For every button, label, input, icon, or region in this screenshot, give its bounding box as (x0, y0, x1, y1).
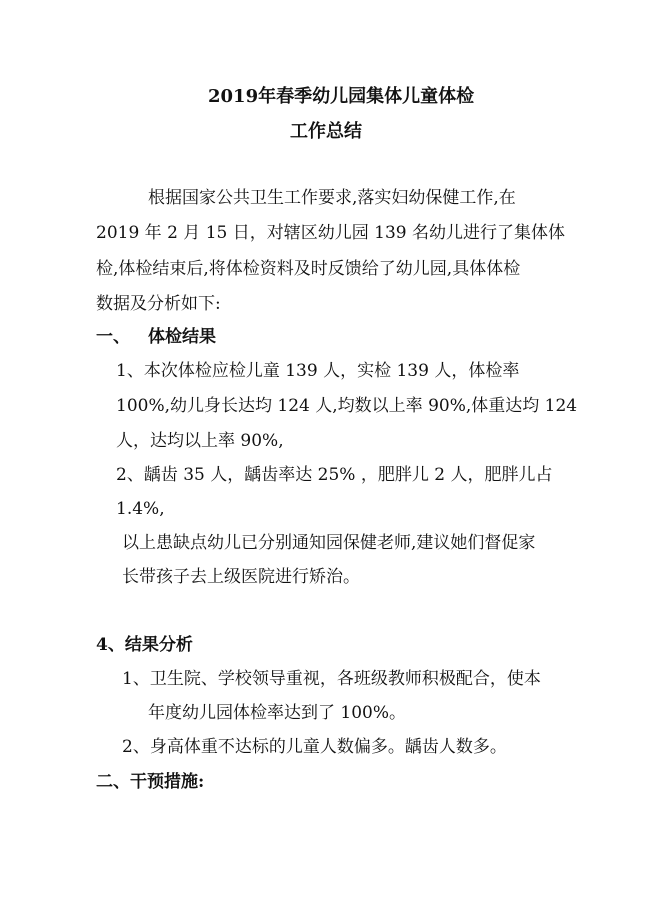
result-item1-line2: 100%,幼儿身长达均 124 人,均数以上率 90%,体重达均 124 (116, 396, 578, 416)
analysis-item2: 2、身高体重不达标的儿童人数偏多。龋齿人数多。 (122, 737, 507, 757)
intro-line-4: 数据及分析如下: (96, 294, 221, 314)
intro-line-1: 根据国家公共卫生工作要求,落实妇幼保健工作,在 (148, 188, 516, 208)
result-item1-line1: 1、本次体检应检儿童 139 人，实检 139 人，体检率 (116, 361, 520, 381)
section1-title: 体检结果 (148, 327, 216, 347)
document-title: 2019年春季幼儿园集体儿童体检 (208, 86, 475, 107)
result-note-line1: 以上患缺点幼儿已分别通知园保健老师,建议她们督促家 (122, 533, 536, 553)
section4-title: 4、结果分析 (96, 635, 193, 655)
analysis-item1-line1: 1、卫生院、学校领导重视，各班级教师积极配合，使本 (122, 669, 541, 689)
document-subtitle: 工作总结 (290, 121, 362, 142)
analysis-item1-line2: 年度幼儿园体检率达到了 100%。 (148, 703, 407, 723)
section2-title: 二、干预措施: (96, 772, 205, 792)
result-item2-line1: 2、龋齿 35 人，龋齿率达 25% ，肥胖儿 2 人，肥胖儿占 (116, 465, 553, 485)
intro-line-2: 2019 年 2 月 15 日，对辖区幼儿园 139 名幼儿进行了集体体 (96, 223, 565, 243)
intro-line-3: 检,体检结束后,将体检资料及时反馈给了幼儿园,具体体检 (96, 259, 521, 279)
result-note-line2: 长带孩子去上级医院进行矫治。 (122, 567, 360, 587)
section1-number: 一、 (96, 327, 130, 347)
result-item2-line2: 1.4%, (116, 499, 165, 519)
result-item1-line3: 人，达均以上率 90%, (116, 431, 284, 451)
